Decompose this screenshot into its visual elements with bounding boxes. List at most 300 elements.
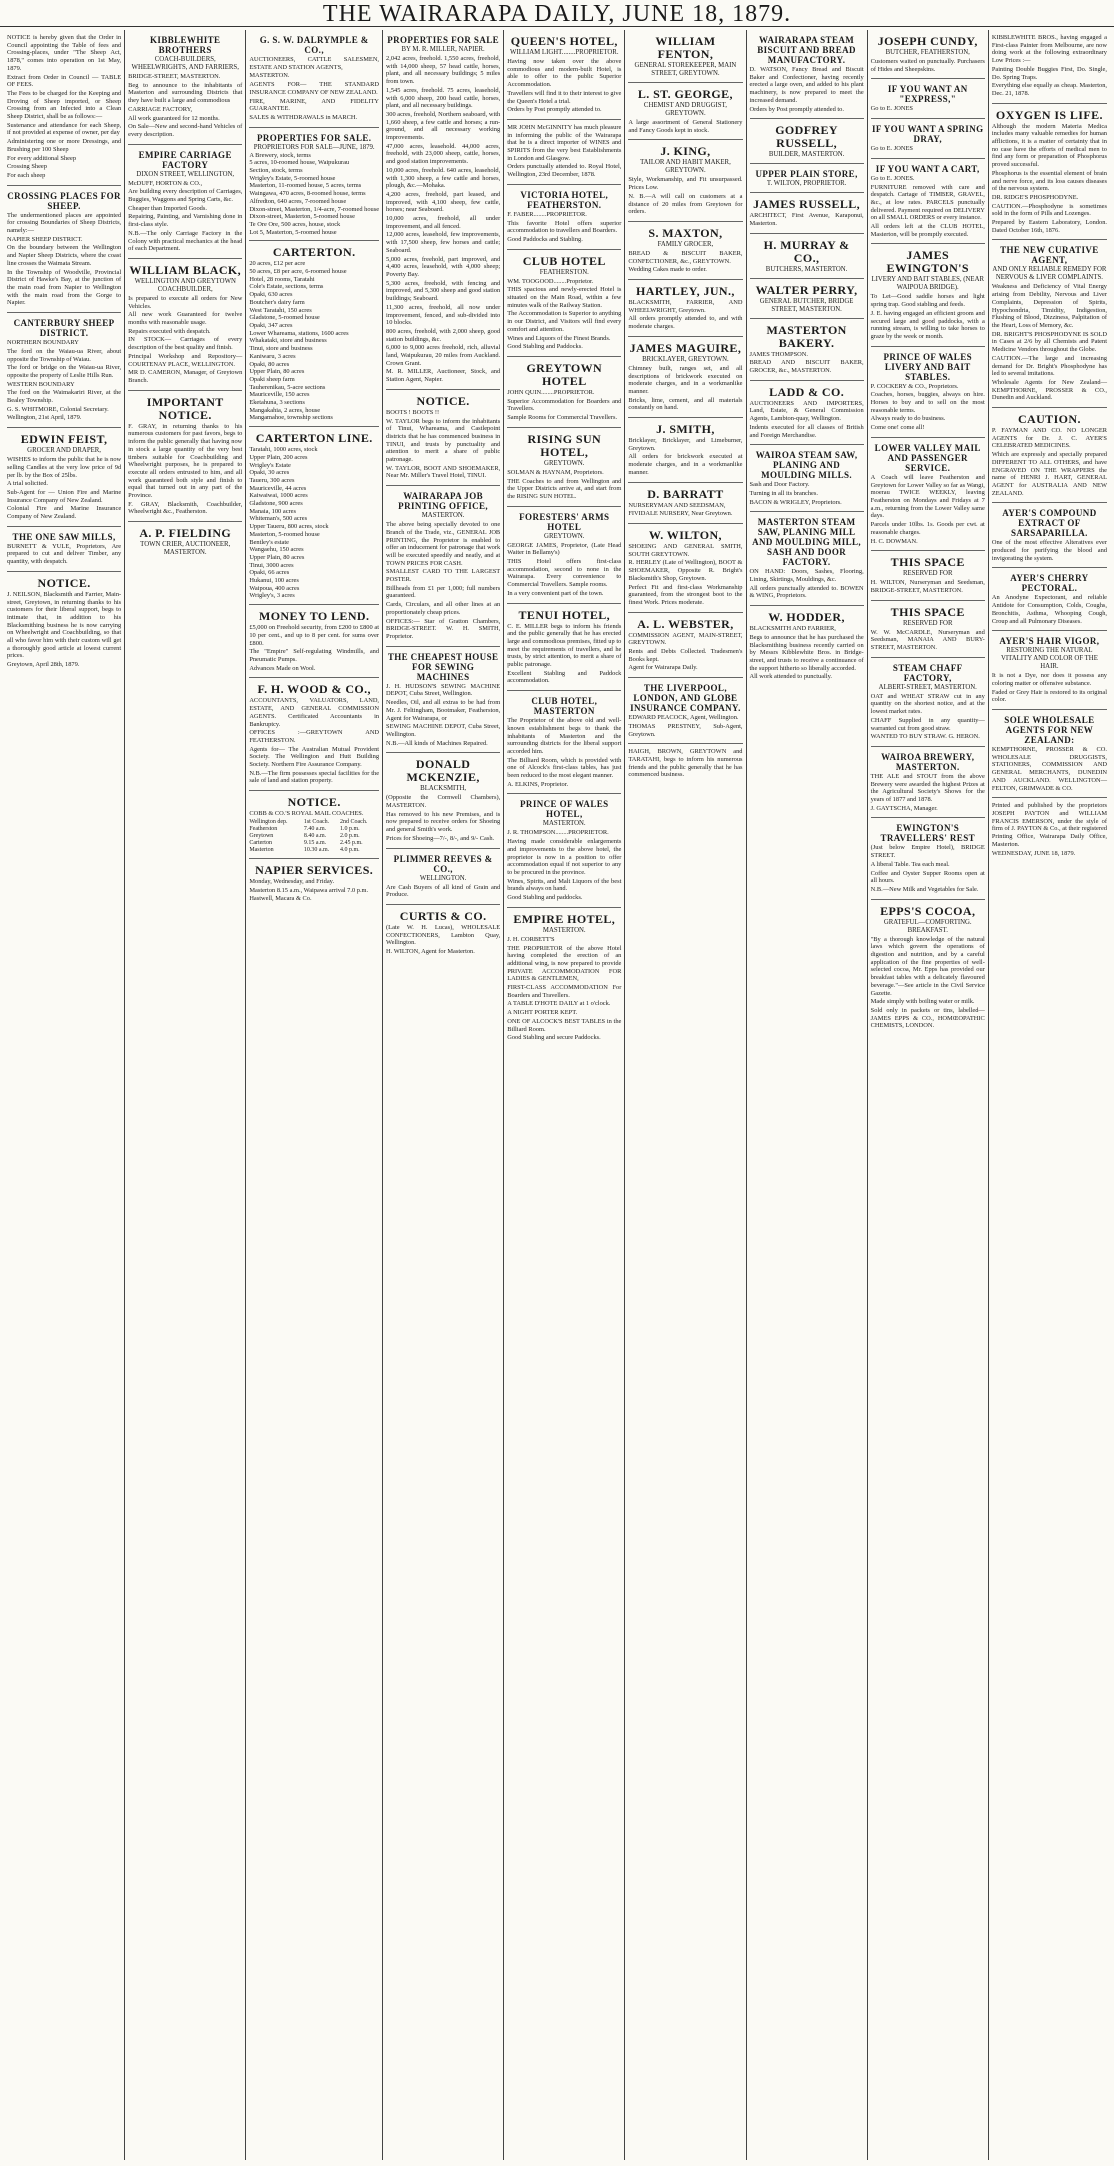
ad-text: J. GAYTSCHA, Manager. (870, 804, 938, 812)
timetable-cell: 10.30 a.m. (303, 846, 330, 853)
advertisement (386, 390, 500, 486)
ad-text: Administering one or more Dressings, and Brushing per 100 Sheep (7, 138, 122, 153)
advertisement (628, 418, 742, 483)
property-list (249, 260, 379, 422)
property-item: Upper Plain, 80 acres (249, 553, 305, 561)
timetable-cell: 8.40 a.m. (303, 832, 327, 839)
ad-text: Phosphorus is the essential element of brain and nerve force, and its loss causes diseases of the nervous system. (991, 169, 1107, 193)
ad-text: Faded or Grey Hair is restored to its original color. (991, 688, 1107, 704)
ad-text: FIRE, MARINE, AND FIDELITY GUARANTEE. (249, 97, 380, 113)
ad-text: Principal Workshop and Repository— COURTENAY PLACE, WELLINGTON. (128, 352, 243, 368)
property-item: Opaki, 80 acres (249, 360, 290, 368)
ad-heading: QUEEN'S HOTEL, (510, 34, 618, 48)
ad-text: FIRST-CLASS ACCOMMODATION For Boarders and Travellers. (507, 984, 622, 999)
timetable-cell: Featherston (249, 825, 278, 832)
ad-text: KEMPTHORNE, PROSSER & CO. WHOLESALE DRUGGISTS, STATIONERS, COMMISSION AND GENERAL MERCHANTS, DUNEDIN AND AUCKLAND. WELLINGTON—FELTON, GRIMWADE & CO. (991, 746, 1107, 792)
ad-text: Go to E. JONES (870, 105, 913, 113)
ad-text: ONE OF ALCOCK'S BEST TABLES in the Billiard Room. (507, 1017, 622, 1033)
ad-text: NAPIER SHEEP DISTRICT. (7, 235, 83, 243)
ad-heading: TENUI HOTEL, (518, 607, 611, 622)
advertisement (871, 900, 985, 1035)
ad-text: THE ALE and STOUT from the above Brewery were awarded the highest Prizes at the Agricultural Society's Shows for the years of 1877 and 1878. (870, 772, 985, 804)
ad-heading: LOWER VALLEY MAIL AND PASSENGER SERVICE. (874, 442, 981, 473)
property-item: Mangakahia, 2 acres, house (249, 406, 321, 414)
ad-subheading: BUTCHERS, MASTERTON. (765, 265, 848, 273)
ad-text: Superior Accommodation for Boarders and Travellers. (507, 397, 622, 413)
ad-heading: PLIMMER REEVES & CO., (393, 853, 493, 874)
ad-text: Rents and Debts Collected. Tradesmen's Books kept. (628, 648, 743, 663)
property-item: Tauherenikau, 5-acre sections (249, 383, 326, 391)
ad-text: OFFICES:— Star of Gratton Chambers, BRIDGE-STREET. W. H. SMITH, Proprietor. (386, 617, 501, 640)
ad-text: A liberal Table. Tea each meal. (870, 860, 950, 868)
ad-subheading: WELLINGTON AND GREYTOWN COACHBUILDER, (134, 277, 236, 293)
ad-text: MASTERTON. (249, 72, 290, 80)
ad-text: Is prepared to execute all orders for New Vehicles. (128, 294, 243, 310)
property-item: Taratahi, 1000 acres, stock (249, 446, 318, 454)
property-item: Cole's Estate, sections, terms (249, 283, 324, 291)
timetable-cell: Wellington dep. (249, 818, 288, 825)
ad-heading: NOTICE. (287, 795, 341, 810)
ad-text: Good Stabling and paddocks. (507, 894, 583, 902)
ad-text: The ford on the Waimakariri River, at the Bealey Township. (7, 389, 122, 405)
timetable-row (249, 840, 379, 847)
property-item: Mangamahoe, township sections (249, 414, 333, 422)
ad-heading: EMPIRE HOTEL, (513, 911, 616, 926)
ad-text: 4,200 acres, freehold, part leased, and improved, with 4,100 sheep, few cattle, horses; near Seaboard. (386, 190, 501, 214)
ad-text: Painting Double Buggies First, Do. Single, Do. Spring Traps. (991, 65, 1107, 81)
advertisement (750, 234, 864, 279)
ad-text: D. WATSON, Fancy Bread and Biscuit Baker and Confectioner, having recently erected a large oven, and added to his plant machinery, is now prepared to meet the increased demand. (749, 66, 864, 104)
ad-text: All work guaranteed for 12 months. (128, 114, 220, 122)
advertisement (507, 691, 621, 794)
ad-text: On the boundary between the Wellington and Napier Sheep Districts, where the coast line crosses the Waimata Stream. (7, 244, 122, 267)
ad-text: JAMES THOMPSON. (749, 350, 808, 358)
ad-text: Beg to announce to the inhabitants of Masterton and surrounding Districts that they have built a large and commodious (128, 81, 243, 105)
ad-text: All orders left at the CLUB HOTEL, Masterton, will be promptly executed. (870, 223, 985, 238)
ad-text: OAT and WHEAT STRAW cut in any quantity on the shortest notice, and at the lowest market rates. (870, 692, 985, 716)
ad-subheading: GREYTOWN. (544, 459, 585, 467)
ad-heading: PRINCE OF WALES LIVERY AND BAIT STABLES. (883, 351, 973, 382)
ad-heading: CURTIS & CO. (399, 908, 487, 923)
advertisement (992, 631, 1107, 710)
advertisement (871, 347, 985, 438)
ad-text: Style, Workmanship, and Fit unsurpassed. Prices Low. (628, 176, 743, 192)
ad-subheading: MASTERTON. (542, 926, 586, 934)
timetable-row (249, 819, 379, 826)
ad-heading: CANTERBURY SHEEP DISTRICT. (13, 318, 115, 339)
ad-text: 12,000 acres, leasehold, few improvements, with 17,500 sheep, few horses and cattle; Seaboard. (386, 231, 501, 254)
advertisement (871, 601, 985, 658)
ad-text: Coffee and Oyster Supper Rooms open at all hours. (870, 869, 985, 885)
ad-text: To Let—Good saddle horses and light spring trap. Good stabling and feeds. (870, 293, 985, 309)
ad-text: J. H. HUDSON'S SEWING MACHINE DEPOT, Cuba Street, Wellington. (386, 682, 501, 698)
ad-text: The Proprietor of the above old and well-known establishment begs to thank the inhabitants of Masterton and the surrounding districts for the liberal support accorded him. (507, 717, 622, 755)
ad-subheading: GROCER AND DRAPER, (27, 447, 101, 455)
property-item: Waingawa, 470 acres, 8-roomed house, terms (249, 190, 366, 198)
ad-text: AUCTIONEERS AND IMPORTERS, Land, Estate, & General Commission Agents, Lambton-quay, Wellington. (749, 399, 864, 423)
ad-heading: THIS SPACE (890, 604, 965, 619)
advertisement (750, 164, 864, 193)
ad-text: The Fees to be charged for the Keeping and Droving of Sheep imported, or Sheep Crossing from an Infected into a Clean Sheep District, shall be as follows:— (7, 89, 122, 121)
advertisement (750, 606, 864, 686)
advertisement (628, 744, 742, 784)
ad-text: THOMAS PRESTNEY, Sub-Agent, Greytown. (628, 722, 743, 738)
ad-subheading: PROPRIETORS FOR SALE—JUNE, 1879. (253, 143, 375, 151)
advertisement (628, 678, 742, 744)
ad-text: ACCOUNTANTS, VALUATORS, LAND, ESTATE, AND GENERAL COMMISSION AGENTS. Certificated Accountants in Bankruptcy. (249, 697, 380, 728)
ad-heading: KIBBLEWHITE BROTHERS (150, 35, 221, 55)
ad-text: ARCHITECT, First Avenue, Karaponui, Masterton. (749, 212, 864, 227)
ad-heading: RISING SUN HOTEL, (527, 431, 602, 459)
ad-text: J. E. having engaged an efficient groom and secured large and good paddocks, with a running stream, is willing to take horses to graze by the week or month. (870, 309, 985, 340)
ad-heading: THE LIVERPOOL, LONDON, AND GLOBE INSURANCE COMPANY. (630, 683, 741, 714)
ad-text: Which are expressly and specially prepared DIFFERENT TO ALL OTHERS, and have ENGRAVED ON THE WRAPPERS the name of HENRI J. HART, GENERAL AGENT for AUSTRALIA AND NEW ZEALAND. (991, 451, 1107, 497)
ad-subheading: FEATHERSTON. (539, 268, 589, 276)
column-7 (747, 30, 868, 2160)
ad-text: Bricks, lime, cement, and all materials constantly on hand. (628, 396, 743, 412)
timetable-row (249, 826, 379, 833)
column-9 (989, 30, 1110, 2160)
property-item: Whakataki, store and business (249, 337, 327, 345)
advertisement (750, 30, 864, 119)
ad-text: Billheads from £1 per 1,000; full numbers guaranteed. (386, 584, 501, 600)
ad-text: ON HAND: Doors, Sashes, Flooring, Lining, Skirtings, Mouldings, &c. (749, 568, 864, 584)
ad-text: Has removed to his new Premises, and is now prepared to receive orders for Shoeing and general Smith's work. (386, 810, 501, 834)
ad-text: C. E. MILLER begs to inform his friends and the public generally that he has erected large and commodious premises, fitted up to meet the requirements of travellers, and he trusts, by strict attention, to merit a share of public patronage. (507, 622, 622, 669)
ad-text: F. GRAY, Blacksmith, Coachbuilder, Wheelwright &c., Featherston. (128, 500, 243, 516)
advertisement (249, 605, 379, 678)
ad-text: All work attended to punctually. (749, 673, 832, 681)
ad-text: 11,300 acres, freehold, all now under improvement, fenced, and sub-divided into 10 blocks. (386, 303, 501, 327)
ad-text: It is not a Dye, nor does it possess any coloring matter or offensive substance. (991, 672, 1107, 687)
ad-text: MR JOHN McGINNITY has much pleasure in informing the public of the Wairarapa that he is a direct importer of WINES and SPIRITS from the very best Establishments in London and Glasgow. (507, 123, 622, 162)
ad-text: J. R. THOMPSON........PROPRIETOR. (507, 829, 609, 837)
ad-heading: EPPS'S COCOA, (880, 903, 976, 918)
property-item: Opaki, 66 acres (249, 569, 290, 577)
advertisement (507, 604, 621, 692)
advertisement (386, 849, 500, 905)
ad-heading: LADD & CO. (769, 384, 845, 399)
ad-heading: EWINGTON'S TRAVELLERS' REST (880, 823, 976, 844)
ad-text: Prepared by Eastern Laboratory, London. Dated October 16th, 1876. (991, 219, 1107, 234)
ad-text: W. TAYLOR begs to inform the inhabitants of Tinui, Whareama, and Castlepoint districts that he has commenced business in TINUI, and trusts by punctuality and attention to merit a share of public patronage. (386, 417, 501, 464)
advertisement (249, 128, 379, 242)
ad-heading: VICTORIA HOTEL, FEATHERSTON. (520, 189, 609, 210)
ad-text: Agent for Wairarapa Daily. (628, 664, 698, 672)
property-item: Masterton, 11-roomed house, 5 acres, terms (249, 182, 362, 190)
property-item: Hukanui, 100 acres (249, 577, 299, 585)
ad-text: WANTED TO BUY STRAW. G. HERON. (870, 733, 980, 741)
ad-text: H. C. DOWMAN. (870, 537, 918, 545)
ad-text: In a very convenient part of the town. (507, 589, 604, 597)
ad-text: Chimney built, ranges set, and all descriptions of brickwork executed on moderate charges, and in a workmanlike manner. (628, 364, 743, 395)
ad-heading: EDWIN FEIST, (20, 432, 108, 447)
ad-text: Come one! come all! (870, 424, 925, 432)
advertisement (992, 710, 1107, 798)
ad-subheading: TOWN CRIER, AUCTIONEER, MASTERTON. (140, 541, 231, 557)
timetable-cell: 7.40 a.m. (303, 825, 327, 832)
ad-text: Advances Made on Wool. (249, 664, 316, 672)
ad-text: On Sale—New and second-hand Vehicles of every description. (128, 123, 243, 138)
timetable-cell: 4.0 p.m. (340, 846, 360, 853)
ad-heading: CLUB HOTEL (522, 253, 606, 268)
ad-heading: UPPER PLAIN STORE, (755, 169, 858, 180)
ad-heading: JOSEPH CUNDY, (877, 34, 978, 48)
ad-text: Agents for— The Australian Mutual Provident Society. The Wellington and Hutt Building Society. Northern Fire Assurance Company. (249, 745, 380, 769)
ad-text: KIBBLEWHITE BROS., having engaged a First-class Painter from Melbourne, are now doing work at the following extraordinary Low Prices :— (991, 34, 1107, 65)
advertisement (628, 613, 742, 679)
ad-text: For each sheep (7, 171, 46, 179)
advertisement (871, 551, 985, 600)
advertisement (871, 438, 985, 551)
property-item: Upper Plain, 80 acres (249, 368, 305, 376)
ad-text: £5,000 on Freehold security, from £200 to £800 at 10 per cent., and up to 8 per cent. for sums over £800. (249, 624, 380, 647)
ad-text: A trial solicited. (7, 480, 48, 488)
timetable-row (249, 833, 379, 840)
ad-text: All new work Guaranteed for twelve months with reasonable usage. (128, 311, 243, 327)
ad-heading: GODFREY RUSSELL, (775, 123, 838, 151)
ad-subheading: ALBERT-STREET, MASTERTON. (878, 683, 977, 691)
ad-text: EDWARD PEACOCK, Agent, Wellington. (628, 714, 739, 722)
property-item: Section, stock, terms (249, 167, 303, 175)
ad-text: This favorite Hotel offers superior accommodation to travellers and Boarders. (507, 219, 622, 235)
ad-subheading: CHEMIST AND DRUGGIST, GREYTOWN. (643, 102, 727, 117)
ad-text: Extract from Order in Council — TABLE OF FEES. (7, 73, 122, 89)
ad-heading: J. SMITH, (656, 422, 715, 437)
ad-subheading: FAMILY GROCER, (657, 240, 714, 248)
ad-heading: WILLIAM FENTON, (655, 34, 716, 61)
property-item: Gladstone, 900 acres (249, 500, 303, 508)
ad-text: 10,000 acres, freehold, all under improvement, and all fenced. (386, 215, 501, 230)
timetable-cell: 2nd Coach. (340, 818, 368, 825)
timetable-cell: 1.0 p.m. (340, 825, 360, 832)
ad-text: Excellent Stabling and Paddock accommodation. (507, 669, 622, 685)
ad-heading: FORESTERS' ARMS HOTEL (519, 511, 610, 532)
ad-heading: DONALD MCKENZIE, (406, 757, 480, 785)
ad-text: Having now taken over the above commodious and modern-built Hotel, is able to offer to the public Superior Accommodation. (507, 58, 622, 89)
ad-text: 5,000 acres, freehold, part improved, and 4,400 acres, leasehold, with 4,000 sheep; Poverty Bay. (386, 255, 501, 278)
ad-subheading: MASTERTON. (421, 512, 465, 520)
property-item: Kaniwaru, 3 acres (249, 352, 296, 360)
advertisement (507, 185, 621, 250)
ad-heading: WAIRARAPA STEAM BISCUIT AND BREAD MANUFACTORY. (757, 35, 856, 65)
ad-heading: EMPIRE CARRIAGE FACTORY (138, 149, 232, 170)
ad-text: COMMISSION AGENT, MAIN-STREET, GREYTOWN. (628, 631, 743, 647)
ad-text: Travellers will find it to their interest to give the Queen's Hotel a trial. (507, 89, 622, 105)
ad-text: P. FAYMAN AND CO. NO LONGER AGENTS for Dr. J. C. AYER'S CELEBRATED MEDICINES. (991, 427, 1107, 450)
ad-text: The "Empire" Self-regulating Windmills, and Pneumatic Pumps. (249, 648, 380, 663)
ad-text: Having made considerable enlargements and improvements to the above hotel, the proprietor is now in a position to offer accommodation equal if not superior to any to be procured in the province. (507, 838, 622, 876)
ad-text: Monday, Wednesday, and Friday. (249, 877, 335, 885)
ad-heading: CARTERTON. (272, 245, 356, 260)
ad-heading: MONEY TO LEND. (258, 609, 370, 624)
advertisement (249, 427, 379, 605)
ad-text: Needles, Oil, and all extras to be had from Mr. J. Feltingham, Bootmaker, Featherston, Agent for Wairarapa, or (386, 699, 501, 722)
ad-text: Good Paddocks and Stabling. (507, 235, 583, 243)
ad-heading: CLUB HOTEL, MASTERTON (531, 696, 598, 717)
ad-subheading: T. WILTON, PROPRIETOR. (766, 180, 847, 188)
advertisement (507, 250, 621, 357)
property-item: Waipoua, 400 acres (249, 584, 300, 592)
ad-text: Crossing Sheep (7, 163, 47, 171)
advertisement (7, 527, 121, 572)
ad-text: Repairs executed with despatch. (128, 327, 211, 335)
ad-text: Parcels under 10lbs. 1s. Goods per cwt. at reasonable charges. (870, 521, 985, 536)
advertisement (128, 259, 242, 391)
advertisement (507, 428, 621, 507)
advertisement (628, 483, 742, 524)
ad-heading: F. H. WOOD & CO., (257, 682, 371, 697)
ad-text: Although the modern Materia Medica includes many valuable remedies for human afflictions, it is a matter of certainty that in no case have the efforts of medical men to find any form or preparation of Phosphorus proved successful. (991, 122, 1107, 169)
ad-heading: NAPIER SERVICES. (255, 862, 374, 877)
ad-subheading: GREYTOWN. (544, 532, 585, 540)
property-item: Upper Plain, 200 acres (249, 453, 308, 461)
ad-text: N.B.—All kinds of Machines Repaired. (386, 739, 488, 747)
ad-text: Sash and Door Factory. (749, 481, 810, 489)
ad-subheading: LIVERY AND BAIT STABLES, (NEAR WAIPOUA BRIDGE). (871, 276, 985, 292)
ad-heading: IF YOU WANT AN "EXPRESS," (887, 84, 968, 105)
ad-heading: SOLE WHOLESALE AGENTS FOR NEW ZEALAND: (1004, 715, 1095, 746)
ad-text: WISHES to inform the public that he is now selling Candles at the very low price of 9d per lb. by the Box of 25lbs. (7, 456, 122, 479)
ad-text: (Late W. H. Lucas), WHOLESALE CONFECTIONERS, Lambton Quay, Wellington. (386, 923, 501, 947)
ad-text: Repairing, Painting, and Varnishing done in first-class style. (128, 213, 243, 229)
ad-heading: THE NEW CURATIVE AGENT, (1000, 245, 1099, 266)
advertisement (750, 445, 864, 512)
advertisement (249, 241, 379, 427)
ad-text: Good Stabling and Paddocks. (507, 343, 583, 351)
ad-heading: JAMES EWINGTON'S (886, 248, 969, 276)
ad-text: Weakness and Deficiency of Vital Energy arising from Debility, Nervous and Liver Complaints, Depression of Spirits, Hypochondria, Timidity, Indigestion, Flushing of Blood, Dizziness, Palpitation of the Heart, Loss of Memory, &c. (991, 283, 1107, 329)
column-1 (4, 30, 125, 2160)
ad-text: McDUFF, HORTON & CO., (128, 179, 203, 187)
column-5 (504, 30, 625, 2160)
ad-text: BURNETT & YULE, Proprietors, Are prepared to cut and deliver Timber, any quantity, with despatch. (7, 542, 122, 566)
advertisement (249, 30, 379, 128)
ad-text: Everything else equally as cheap. Masterton, Dec. 21, 1878. (991, 82, 1107, 97)
ad-text: P. COCKERY & CO., Proprietors. (870, 382, 959, 390)
ad-text: COBB & CO.'S ROYAL MAIL COACHES. (249, 810, 364, 818)
ad-text: Begs to announce that he has purchased the Blacksmithing business recently carried on by Messrs Kibblewhite Bros. in Bridge-street, and trusts to receive a continuance of the support hitherto so liberally accorded. (749, 633, 864, 672)
ad-text: Hastwell, Macara & Co. (249, 895, 312, 903)
ad-text: HAIGH, BROWN, GREYTOWN and TARATAHI, begs to inform his numerous friends and the public generally that he has commenced business. (628, 748, 743, 779)
property-item: Taueru, 300 acres (249, 476, 295, 484)
ad-heading: STEAM CHAFF FACTORY, (892, 662, 963, 683)
ad-text: DR. BRIGHT'S PHOSPHODYNE IS SOLD in Cases at 2/6 by all Chemists and Patent Medicine Vendors throughout the Globe. (991, 330, 1107, 354)
ad-heading: NOTICE. (37, 575, 91, 590)
ad-text: CHAFF Supplied in any quantity—warranted cut from good straw. (870, 716, 985, 732)
ad-text: The ford or bridge on the Waiau-ua River, opposite the property of Leslie Hills Run. (7, 364, 122, 379)
ad-text: Orders by Post promptly attended to. (507, 106, 602, 114)
ad-text: 2,042 acres, freehold. 1,550 acres, freehold, with 14,000 sheep, 57 head cattle, horses, plant, and all necessary buildings; 5 miles from town. (386, 55, 501, 86)
ad-text: Good Stabling and secure Paddocks. (507, 1034, 601, 1042)
ad-heading: L. ST. GEORGE, (637, 87, 733, 101)
ad-heading: CAUTION. (1017, 412, 1081, 427)
ad-text: NORTHERN BOUNDARY (7, 339, 79, 347)
advertisement (249, 678, 379, 791)
ad-heading: WILLIAM BLACK, (129, 262, 242, 277)
advertisement (871, 159, 985, 245)
ad-text: CAUTION.—Phosphodyne is sometimes sold in the form of Pills and Lozenges. (991, 202, 1107, 218)
ad-text: OFFICES :—GREYTOWN AND FEATHERSTON. (249, 729, 380, 744)
advertisement (871, 818, 985, 899)
timetable-cell: 9.15 a.m. (303, 839, 327, 846)
ad-text: FURNITURE removed with care and despatch. Cartage of TIMBER, GRAVEL, &c., at low rates. PARCELS punctually delivered. Payment required on DELIVERY on all SMALL ORDERS or every instance. (870, 183, 985, 222)
column-3 (246, 30, 383, 2160)
ad-heading: AYER'S CHERRY PECTORAL. (1010, 573, 1089, 594)
ad-text: Orders punctually attended to. Royal Hotel, Wellington, 23rd December, 1878. (507, 163, 622, 179)
ad-text: A TABLE D'HOTE DAILY at 1 o'clock. (507, 1000, 611, 1008)
property-item: Boutcher's dairy farm (249, 298, 305, 306)
property-item: Tinui, 3000 acres (249, 561, 294, 569)
ad-text: Made simply with boiling water or milk. (870, 998, 975, 1006)
ad-text: N. B.—A will call on customers at a distance of 20 miles from Greytown for orders. (628, 192, 743, 216)
ad-subheading: AND ONLY RELIABLE REMEDY FOR NERVOUS & LIVER COMPLAINTS. (992, 266, 1107, 282)
advertisement (7, 313, 121, 428)
property-item: Whiteman's, 500 acres (249, 515, 308, 523)
ad-text: MR D. CAMERON, Manager, of Greytown Branch. (128, 369, 243, 384)
ad-text: Colonial Fire and Marine Insurance Company of New Zealand. (7, 505, 122, 521)
ad-subheading: BLACKSMITH, (420, 785, 467, 793)
ad-text: THE PROPRIETOR of the above Hotel having completed the erection of an additional wing, is now prepared to provide PRIVATE ACCOMMODATION FOR LADIES & GENTLEMEN, (507, 944, 622, 983)
property-item: Wrigley's Estate, 5-roomed house (249, 174, 336, 182)
ad-text: WEDNESDAY, JUNE 18, 1879. (991, 849, 1076, 857)
ad-text: The ford on the Waiau-ua River, about opposite the Township of Waiau. (7, 347, 122, 363)
advertisement (750, 193, 864, 233)
ad-text: "By a thorough knowledge of the natural laws which govern the operations of digestion and nutrition, and by a careful application of the fine properties of well-selected cocoa, Mr. Epps has provided our breakfast tables with a delicately flavoured beverage."—See article in the Civil Service Gazette. (870, 935, 985, 997)
ad-text: Go to E. JONES. (870, 174, 915, 182)
advertisement (128, 522, 242, 561)
column-2 (125, 30, 246, 2160)
ad-heading: THIS SPACE (890, 555, 965, 570)
ad-heading: S. MAXTON, (648, 225, 723, 240)
ad-subheading: GENERAL BUTCHER, BRIDGE STREET, MASTERTON. (759, 297, 854, 313)
ad-text: Greytown, April 28th, 1879. (7, 661, 80, 669)
ad-text: BLACKSMITH AND FARRIER, (749, 625, 836, 633)
ad-text: Sample Rooms for Commercial Travellers. (507, 414, 618, 422)
ad-text: GEORGE JAMES, Proprietor, (Late Head Waiter in Bellamy's) (507, 541, 622, 557)
ad-text: For every additional Sheep (7, 154, 77, 162)
ad-text: Masterton 8.15 a.m., Waipawa arrival 7.0 p.m. (249, 886, 369, 894)
ad-heading: THE ONE SAW MILLS, (12, 531, 116, 542)
ad-text: An Anodyne Expectorant, and reliable Antidote for Consumption, Colds, Coughs, Bronchitis, Asthma, Whooping Cough, Croup and all Pulmonary Diseases. (991, 594, 1107, 625)
ad-text: In the Township of Woodville, Provincial District of Hawke's Bay, at the junction of the main road from Napier to Wellington with the main road from the Gorge to Napier. (7, 268, 122, 307)
timetable-cell: Carterton (249, 839, 272, 846)
ad-text: (Opposite the Cornwell Chambers), MASTERTON. (386, 794, 501, 810)
ad-heading: PRINCE OF WALES HOTEL, (520, 799, 609, 820)
advertisement (750, 279, 864, 319)
ad-text: BRIDGE-STREET, MASTERTON. (128, 73, 221, 80)
ad-text: SALES & WITHDRAWALS in MARCH. (249, 113, 358, 121)
advertisement (507, 794, 621, 907)
advertisement (386, 905, 500, 961)
ad-subheading: DIXON STREET, WELLINGTON, (136, 170, 235, 178)
property-item: Dixon-street, Masterton, 1/4-acre, 7-roomed house (249, 205, 380, 213)
ad-heading: MASTERTON BAKERY. (766, 322, 847, 350)
property-item: Mauriceville, 44 acres (249, 484, 307, 492)
timetable-cell: Greytown (249, 832, 274, 839)
advertisement (249, 859, 379, 908)
ad-heading: W. HODDER, (768, 610, 845, 625)
ad-text: All orders promptly attended to, and with moderate charges. (628, 315, 743, 331)
ad-heading: OXYGEN IS LIFE. (995, 107, 1103, 122)
property-item: Gladstone, 5-roomed house (249, 314, 320, 322)
advertisement (128, 145, 242, 259)
ad-subheading: RESTORING THE NATURAL VITALITY AND COLOR OF THE HAIR. (1000, 647, 1098, 671)
column-8 (868, 30, 989, 2160)
column-4 (383, 30, 504, 2160)
advertisement (871, 79, 985, 119)
timetable-cell: 2.45 p.m. (340, 839, 363, 846)
